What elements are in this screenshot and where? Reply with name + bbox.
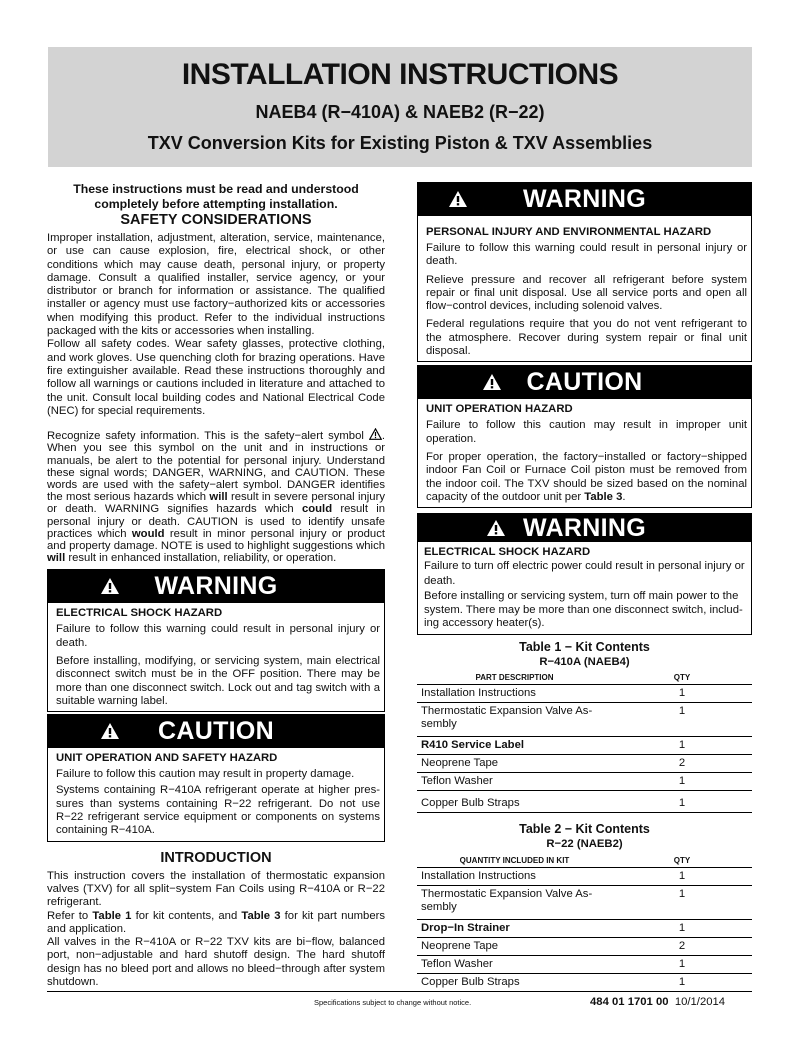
caution-text-1: Failure to follow this caution may result in property damage. bbox=[56, 768, 355, 781]
caution-banner bbox=[418, 366, 751, 399]
table-row: Installation Instructions 1 bbox=[417, 867, 752, 885]
unit-operation-caution-box bbox=[47, 714, 385, 841]
hazard-title: ELECTRICAL SHOCK HAZARD bbox=[424, 546, 591, 559]
table-1 bbox=[417, 672, 752, 814]
hazard-title: UNIT OPERATION HAZARD bbox=[426, 403, 573, 416]
unit-operation-hazard-caution-box bbox=[417, 365, 752, 508]
table-2-subtitle: R−22 (NAEB2) bbox=[546, 838, 623, 851]
electrical-shock-warning-box bbox=[47, 569, 385, 712]
hazard-title: ELECTRICAL SHOCK HAZARD bbox=[56, 607, 223, 620]
warning-label: WARNING bbox=[523, 513, 646, 542]
table-row: Installation Instructions 1 bbox=[417, 685, 752, 703]
safety-alert-icon bbox=[100, 577, 120, 595]
document-date: 10/1/2014 bbox=[674, 996, 726, 1008]
hazard-title: UNIT OPERATION AND SAFETY HAZARD bbox=[56, 752, 278, 765]
table-row: R410 Service Label 1 bbox=[417, 737, 752, 755]
safety-alert-icon bbox=[486, 519, 506, 537]
caution-label: CAUTION bbox=[526, 368, 643, 397]
lead-notice bbox=[47, 182, 385, 212]
safety-alert-icon bbox=[369, 428, 382, 440]
caution-label: CAUTION bbox=[158, 717, 274, 746]
document-title: INSTALLATION INSTRUCTIONS bbox=[181, 58, 619, 91]
table-row: Neoprene Tape 2 bbox=[417, 937, 752, 955]
hazard-title: PERSONAL INJURY AND ENVIRONMENTAL HAZARD bbox=[426, 226, 712, 238]
warning-banner bbox=[418, 514, 751, 542]
table-row: Thermostatic Expansion Valve As-sembly 1 bbox=[417, 885, 752, 919]
caution-text-1: Failure to follow this caution may result in improper unit operation. bbox=[426, 419, 747, 445]
table-row: Drop−In Strainer 1 bbox=[417, 919, 752, 937]
table-2-title: Table 2 − Kit Contents bbox=[519, 822, 650, 837]
warning-text-2: Before installing or servicing system, turn off main power to the system. There may be more than one disconnect switch, includ-ing accessory heater(s). bbox=[424, 590, 743, 630]
document-header bbox=[48, 47, 752, 167]
footer-rule bbox=[47, 991, 752, 992]
caution-banner bbox=[48, 715, 384, 748]
lead-line-2: completely before attempting installation. bbox=[94, 197, 338, 211]
table-row: Copper Bulb Straps 1 bbox=[417, 973, 752, 991]
left-column bbox=[47, 182, 385, 989]
right-column bbox=[417, 182, 752, 992]
intro-paragraph-2: Refer to Table 1 for kit contents, and Table 3 for kit part numbers and application. bbox=[47, 909, 386, 935]
model-numbers: NAEB4 (R−410A) & NAEB2 (R−22) bbox=[255, 102, 545, 122]
table-1-kit-contents bbox=[417, 639, 752, 814]
warning-banner bbox=[48, 570, 384, 603]
caution-text-2: Systems containing R−410A refrigerant operate at higher pres-sures than systems containing R−22 refrigerant. Do not use R−22 refrigerant service equipment or components on systems containing R−410A. bbox=[56, 784, 380, 837]
specifications-note: Specifications subject to change without notice. bbox=[314, 998, 472, 1007]
warning-label: WARNING bbox=[523, 185, 646, 213]
safety-alert-icon bbox=[100, 722, 120, 740]
safety-paragraph-1: Improper installation, adjustment, alteration, service, maintenance, or use can cause explosion, fire, electrical shock, or other conditions which may cause death, personal injury, or property damage. Consult a qualified installer, service agency, or your distributor or branch for information or assistance. The qualified installer or agency must use factory−authorized kits or accessories when modifying this product. Refer to the individual instructions packaged with the kits or accessories when installing. bbox=[47, 232, 385, 338]
table-1-header-qty: QTY bbox=[612, 672, 752, 685]
document-number bbox=[590, 996, 725, 1008]
table-row: Copper Bulb Straps 1 bbox=[417, 791, 752, 813]
table-2 bbox=[417, 854, 752, 992]
warning-label: WARNING bbox=[154, 572, 278, 601]
safety-paragraph-2: Follow all safety codes. Wear safety glasses, protective clothing, and work gloves. Use quenching cloth for brazing operations. Have fire extinguisher available. Read these instructions thoroughly and follow all warnings or cautions included in literature and attached to the unit. Consult local building codes and National Electrical Code (NEC) for special requirements. bbox=[47, 338, 385, 417]
table-2-header-description: QUANTITY INCLUDED IN KIT bbox=[417, 854, 612, 867]
table-row: Teflon Washer 1 bbox=[417, 955, 752, 973]
safety-heading: SAFETY CONSIDERATIONS bbox=[120, 212, 312, 228]
warning-text-1: Failure to follow this warning could result in personal injury or death. bbox=[426, 242, 747, 268]
safety-alert-paragraph: Recognize safety information. This is the safety−alert symbol . When you see this symbol on the unit and in instructions or manuals, be alert to the potential for personal injury. Understand these signal words; DANGER, WARNING, and CAUTION. These words are used with the safety−alert symbol. DANGER identifies the most serious hazards which will result in severe personal injury or death. WARNING signifies hazards which could result in personal injury or death. CAUTION is used to identify unsafe practices which would result in minor personal injury or product and property damage. NOTE is used to highlight suggestions which will result in enhanced installation, reliability, or operation. bbox=[47, 430, 385, 565]
warning-text-1: Failure to turn off electric power could result in personal injury or death. bbox=[424, 560, 745, 588]
document-code: 484 01 1701 00 bbox=[590, 996, 669, 1008]
table-2-kit-contents bbox=[417, 821, 752, 992]
intro-paragraph-3: All valves in the R−410A or R−22 TXV kits are bi−flow, balanced port, non−adjustable and hard shutoff design. The hard shutoff design has no bleed port and allows no bleed−through after system shutdown. bbox=[47, 936, 385, 989]
table-1-subtitle: R−410A (NAEB4) bbox=[539, 655, 630, 668]
safety-alert-icon bbox=[448, 190, 468, 208]
intro-paragraph-1: This instruction covers the installation of thermostatic expansion valves (TXV) for all split−system Fan Coils using R−410A or R−22 refrigerant. bbox=[47, 869, 385, 909]
table-row: Teflon Washer 1 bbox=[417, 773, 752, 791]
table-1-title: Table 1 − Kit Contents bbox=[519, 639, 650, 654]
environmental-hazard-warning-box bbox=[417, 182, 752, 362]
table-row: Neoprene Tape 2 bbox=[417, 755, 752, 773]
table-1-header-description: PART DESCRIPTION bbox=[417, 672, 612, 685]
warning-text-2: Before installing, modifying, or servicing system, main electrical disconnect switch must be in the OFF position. There may be more than one disconnect switch. Lock out and tag switch with a suitable warning label. bbox=[56, 654, 380, 707]
safety-alert-icon bbox=[482, 373, 502, 391]
table-row: Thermostatic Expansion Valve As-sembly 1 bbox=[417, 703, 752, 737]
warning-text-1: Failure to follow this warning could result in personal injury or death. bbox=[56, 623, 380, 649]
caution-text-2: For proper operation, the factory−installed or factory−shipped indoor Fan Coil or Furnace Coil piston must be removed from the indoor coil. The TXV should be sized based on the nominal capacity of the outdoor unit per Table 3. bbox=[426, 450, 747, 503]
electrical-shock-warning-box-2 bbox=[417, 513, 752, 635]
table-2-header-qty: QTY bbox=[612, 854, 752, 867]
warning-text-3: Federal regulations require that you do not vent refrigerant to the atmosphere. Recover during system repair or final unit disposal. bbox=[426, 318, 747, 358]
warning-text-2: Relieve pressure and recover all refrigerant before system repair or final unit disposal. Use all service ports and open all flow−control devices, including solenoid valves. bbox=[426, 273, 747, 313]
lead-line-1: These instructions must be read and understood bbox=[73, 182, 359, 196]
document-subtitle: TXV Conversion Kits for Existing Piston & TXV Assemblies bbox=[147, 133, 653, 153]
introduction-heading: INTRODUCTION bbox=[160, 849, 272, 866]
warning-banner bbox=[418, 183, 751, 216]
